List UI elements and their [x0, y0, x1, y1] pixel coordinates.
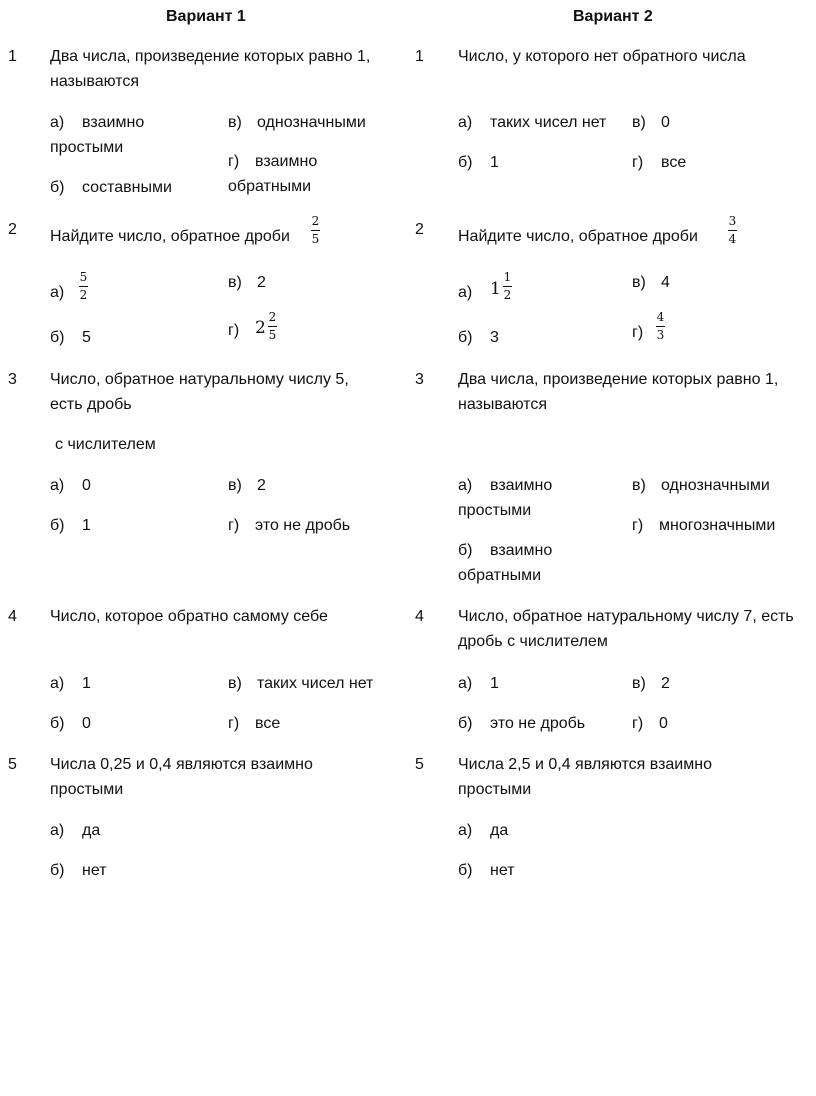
v2-q2-g-denominator: 3	[656, 328, 665, 342]
v1-q2-fraction-denominator: 5	[311, 232, 320, 246]
v1-q1-b-label: б)	[50, 179, 65, 196]
v1-q3-a-option: 0	[82, 477, 91, 494]
v2-q2-fraction-numerator: 3	[728, 214, 737, 228]
v1-q4-g-option: все	[255, 715, 281, 732]
v1-q3-text: Число, обратное натуральному числу 5, есть дробь	[50, 371, 349, 413]
v1-q5-b-label: б)	[50, 862, 65, 879]
v1-q2-a-label: а)	[50, 284, 65, 301]
v1-q5-b-option: нет	[82, 862, 107, 879]
v1-q1-v-label: в)	[228, 114, 242, 131]
v1-q1-text: Два числа, произведение которых равно 1, называются	[50, 48, 371, 90]
fraction-bar	[79, 286, 88, 287]
v2-q3-v-label: в)	[632, 477, 646, 494]
v2-q2-text: Найдите число, обратное дроби	[458, 228, 698, 245]
fraction-bar	[311, 230, 320, 231]
v2-q1-a-label: а)	[458, 114, 473, 131]
v1-q2-b-option: 5	[82, 329, 91, 346]
v1-q2-a-numerator: 5	[79, 270, 88, 284]
v2-q2-fraction-denominator: 4	[728, 232, 737, 246]
v1-q4-v-label: в)	[228, 675, 242, 692]
v1-q1-g-label: г)	[228, 153, 240, 170]
v2-q1-b-label: б)	[458, 154, 473, 171]
v2-q2-fraction	[728, 214, 737, 246]
v1-q4-number: 4	[8, 608, 17, 625]
v1-q4-text: Число, которое обратно самому себе	[50, 608, 328, 625]
variant2-title: Вариант 2	[573, 8, 653, 25]
v2-q2-a-denominator: 2	[503, 288, 512, 302]
v1-q3-b-option: 1	[82, 517, 91, 534]
v1-q3-number: 3	[8, 371, 17, 388]
v2-q3-v-option: однозначными	[661, 477, 770, 494]
v2-q3-text: Два числа, произведение которых равно 1, называются	[458, 371, 779, 413]
v2-q1-a-option: таких чисел нет	[490, 114, 607, 131]
v2-q3-b-label: б)	[458, 542, 473, 559]
fraction-bar	[503, 286, 512, 287]
v1-q4-b-option: 0	[82, 715, 91, 732]
v1-q3-v-option: 2	[257, 477, 266, 494]
v1-q2-g-fraction	[268, 310, 277, 342]
v2-q4-b-option: это не дробь	[490, 715, 586, 732]
v2-q5-b-option: нет	[490, 862, 515, 879]
v2-q2-v-label: в)	[632, 274, 646, 291]
v1-q2-fraction	[311, 214, 320, 246]
v2-q1-g-option: все	[661, 154, 687, 171]
v2-q4-a-label: а)	[458, 675, 473, 692]
v2-q4-b-label: б)	[458, 715, 473, 732]
v1-q2-g-label: г)	[228, 322, 240, 339]
v1-q2-b-label: б)	[50, 329, 65, 346]
v1-q1-b-option: составными	[82, 179, 172, 196]
fraction-bar	[656, 326, 665, 327]
v1-q2-g-numerator: 2	[268, 310, 277, 324]
v2-q5-text: Числа 2,5 и 0,4 являются взаимно простыми	[458, 756, 712, 798]
v2-q5-a-label: а)	[458, 822, 473, 839]
v2-q3-number: 3	[415, 371, 424, 388]
v1-q2-a-fraction	[79, 270, 88, 302]
v1-q1-number: 1	[8, 48, 17, 65]
v1-q3-a-label: а)	[50, 477, 65, 494]
v2-q2-b-label: б)	[458, 329, 473, 346]
v1-q2-text: Найдите число, обратное дроби	[50, 228, 290, 245]
v1-q4-a-option: 1	[82, 675, 91, 692]
v1-q1-a-label: а)	[50, 114, 65, 131]
v1-q4-g-label: г)	[228, 715, 240, 732]
v2-q4-g-option: 0	[659, 715, 668, 732]
v1-q3-g-label: г)	[228, 517, 240, 534]
v2-q4-v-option: 2	[661, 675, 670, 692]
v2-q4-a-option: 1	[490, 675, 499, 692]
v1-q2-fraction-numerator: 2	[311, 214, 320, 228]
v2-q1-v-option: 0	[661, 114, 670, 131]
v1-q2-g-whole: 2	[255, 318, 266, 338]
v2-q3-b-option: взаимно обратными	[458, 542, 553, 584]
v2-q4-text: Число, обратное натуральному числу 7, есть дробь с числителем	[458, 608, 794, 650]
v1-q3-b-label: б)	[50, 517, 65, 534]
v2-q2-v-option: 4	[661, 274, 670, 291]
v1-q3-v-label: в)	[228, 477, 242, 494]
v2-q3-g-label: г)	[632, 517, 644, 534]
fraction-bar	[728, 230, 737, 231]
v1-q1-v-option: однозначными	[257, 114, 366, 131]
v1-q5-number: 5	[8, 756, 17, 773]
v1-q5-a-label: а)	[50, 822, 65, 839]
v2-q5-number: 5	[415, 756, 424, 773]
v2-q2-g-fraction	[656, 310, 665, 342]
v2-q3-a-label: а)	[458, 477, 473, 494]
v1-q4-a-label: а)	[50, 675, 65, 692]
v1-q4-b-label: б)	[50, 715, 65, 732]
v1-q4-v-option: таких чисел нет	[257, 675, 374, 692]
v1-q1-a-option: взаимно простыми	[50, 114, 145, 156]
v1-q5-text: Числа 0,25 и 0,4 являются взаимно простыми	[50, 756, 313, 798]
v1-q2-number: 2	[8, 221, 17, 238]
v2-q4-v-label: в)	[632, 675, 646, 692]
v2-q3-g-option: многозначными	[659, 517, 776, 534]
v2-q2-number: 2	[415, 221, 424, 238]
v2-q5-b-label: б)	[458, 862, 473, 879]
v2-q1-number: 1	[415, 48, 424, 65]
v2-q5-a-option: да	[490, 822, 509, 839]
v2-q2-a-fraction	[503, 270, 512, 302]
v2-q1-v-label: в)	[632, 114, 646, 131]
v2-q1-g-label: г)	[632, 154, 644, 171]
v1-q1-g-option: взаимно обратными	[228, 153, 318, 195]
fraction-bar	[268, 326, 277, 327]
v2-q2-a-label: а)	[458, 284, 473, 301]
v1-q2-g-denominator: 5	[268, 328, 277, 342]
v1-q3-text-continued: с числителем	[55, 436, 156, 453]
v2-q2-b-option: 3	[490, 329, 499, 346]
v2-q1-text: Число, у которого нет обратного числа	[458, 48, 746, 65]
v1-q2-v-option: 2	[257, 274, 266, 291]
v2-q2-a-whole: 1	[490, 279, 501, 299]
v2-q1-b-option: 1	[490, 154, 499, 171]
variant1-title: Вариант 1	[166, 8, 246, 25]
v2-q2-g-label: г)	[632, 324, 644, 341]
v2-q2-a-numerator: 1	[503, 270, 512, 284]
v2-q4-number: 4	[415, 608, 424, 625]
v1-q3-g-option: это не дробь	[255, 517, 351, 534]
v1-q2-a-denominator: 2	[79, 288, 88, 302]
v2-q2-g-numerator: 4	[656, 310, 665, 324]
v1-q2-v-label: в)	[228, 274, 242, 291]
v2-q4-g-label: г)	[632, 715, 644, 732]
v1-q5-a-option: да	[82, 822, 101, 839]
v2-q3-a-option: взаимно простыми	[458, 477, 553, 519]
